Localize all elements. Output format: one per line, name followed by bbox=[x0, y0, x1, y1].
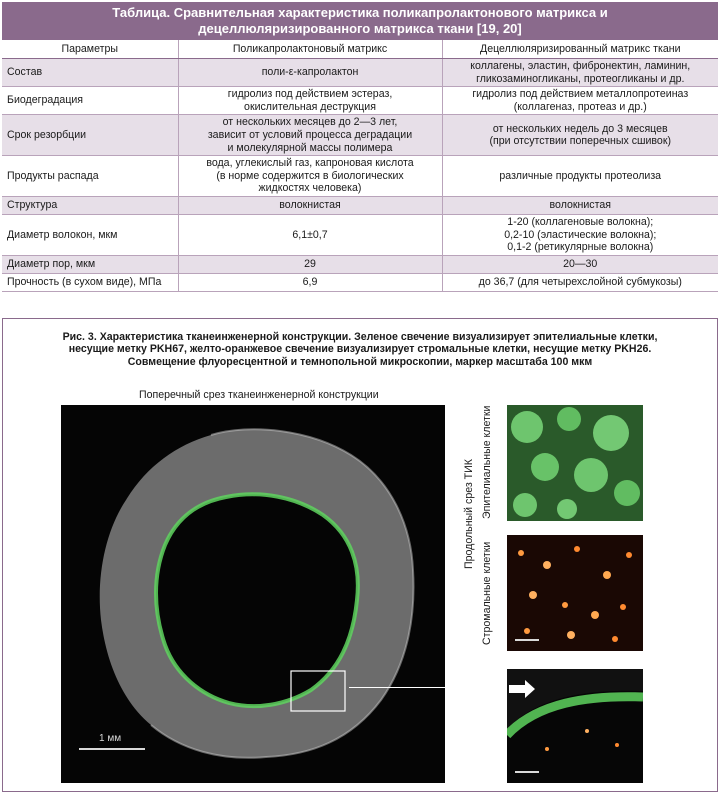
cell-text-line: от нескольких недель до 3 месяцев bbox=[492, 122, 668, 135]
scale-bar bbox=[79, 748, 145, 750]
comparison-table-block bbox=[2, 2, 718, 308]
cell-text-line: вода, углекислый газ, капроновая кислота bbox=[206, 157, 414, 170]
table-row bbox=[2, 87, 718, 115]
cell-decell-matrix bbox=[442, 196, 718, 214]
table-title bbox=[2, 2, 718, 40]
cell-text-line: (при отсутствии поперечных сшивок) bbox=[489, 135, 671, 148]
cell-parameter: Биодеградация bbox=[2, 87, 178, 115]
ring-tissue bbox=[100, 429, 414, 758]
cross-section-label: Поперечный срез тканеинженерной конструкции bbox=[139, 389, 379, 401]
cross-section-micrograph bbox=[61, 405, 445, 783]
cell-parameter: Структура bbox=[2, 196, 178, 214]
cell-pcl-matrix bbox=[178, 156, 442, 197]
table-title-line2: децеллюляризированного матрикса ткани [19, 20] bbox=[198, 21, 522, 36]
table-row bbox=[2, 255, 718, 273]
cell-text-line: 29 bbox=[304, 257, 316, 270]
stromal-cells-label: Стромальные клетки bbox=[481, 541, 493, 645]
cell-parameter: Срок резорбции bbox=[2, 115, 178, 156]
cell-decell-matrix bbox=[442, 115, 718, 156]
cell-decell-matrix bbox=[442, 87, 718, 115]
zoomed-region-micrograph bbox=[507, 669, 643, 783]
cell-text-line: 6,9 bbox=[302, 275, 318, 288]
header-decell-matrix: Децеллюляризированный матрикс ткани bbox=[442, 40, 718, 59]
cell-decell-matrix bbox=[442, 59, 718, 87]
cell-text-line: 6,1±0,7 bbox=[292, 228, 328, 241]
epithelial-cells-label: Эпителиальные клетки bbox=[481, 405, 493, 519]
caption-line2: несущие метку PKH67, желто-оранжевое свечение визуализирует стромальные клетки, несущие метку PKH26. bbox=[68, 343, 652, 356]
caption-line3: Совмещение флуоресцентной и темнопольной микроскопии, маркер масштаба 100 мкм bbox=[127, 355, 593, 368]
figure-panel bbox=[2, 318, 718, 792]
cell-decell-matrix bbox=[442, 255, 718, 273]
cell-text-line: гидролиз под действием эстераз, bbox=[227, 88, 393, 101]
figure-caption bbox=[23, 331, 697, 368]
cell-text-line: зависит от условий процесса деградации bbox=[207, 128, 413, 141]
cell-pcl-matrix bbox=[178, 196, 442, 214]
table-row bbox=[2, 196, 718, 214]
ring-image bbox=[61, 405, 445, 783]
scale-bar-label: 1 мм bbox=[99, 733, 122, 744]
cell-pcl-matrix bbox=[178, 59, 442, 87]
cell-text-line: (в норме содержится в биологических bbox=[216, 169, 404, 182]
table-header-row bbox=[2, 40, 718, 59]
longitudinal-section-label: Продольный срез ТИК bbox=[463, 459, 475, 569]
cell-pcl-matrix bbox=[178, 273, 442, 291]
cell-parameter: Продукты распада bbox=[2, 156, 178, 197]
cell-text-line: окислительная деструкция bbox=[244, 100, 376, 113]
table-row bbox=[2, 115, 718, 156]
cell-text-line: коллагены, эластин, фибронектин, ламинин, bbox=[470, 60, 691, 72]
cell-decell-matrix bbox=[442, 156, 718, 197]
cell-text-line: волокнистая bbox=[279, 199, 341, 212]
cell-text-line: жидкостях человека) bbox=[258, 182, 362, 195]
cell-text-line: (коллагеназ, протеаз и др.) bbox=[513, 100, 647, 113]
cell-text-line: от нескольких месяцев до 2—3 лет, bbox=[222, 116, 398, 129]
table-title-line1: Таблица. Сравнительная характеристика поликапролактонового матрикса и bbox=[112, 5, 608, 20]
cell-pcl-matrix bbox=[178, 87, 442, 115]
caption-line1: Рис. 3. Характеристика тканеинженерной конструкции. Зеленое свечение визуализирует эпителиальные клетки, bbox=[62, 331, 658, 343]
cell-decell-matrix bbox=[442, 273, 718, 291]
cell-text-line: поли-ε-капролактон bbox=[261, 66, 359, 79]
table-row bbox=[2, 59, 718, 87]
stromal-cells-micrograph bbox=[507, 535, 643, 651]
cell-text-line: 20—30 bbox=[563, 257, 598, 270]
comparison-table bbox=[2, 40, 718, 292]
cell-text-line: 0,2-10 (эластические волокна); bbox=[504, 228, 657, 241]
cell-text-line: 0,1-2 (ретикулярные волокна) bbox=[507, 241, 654, 254]
epithelial-cells-micrograph bbox=[507, 405, 643, 521]
epithelial-lining bbox=[156, 494, 358, 706]
zoom-pointer-line bbox=[349, 687, 455, 688]
table-row bbox=[2, 156, 718, 197]
cell-text-line: 1-20 (коллагеновые волокна); bbox=[507, 215, 654, 228]
cell-parameter: Диаметр пор, мкм bbox=[2, 255, 178, 273]
cell-text-line: гликозаминогликаны, протеогликаны и др. bbox=[476, 72, 685, 85]
cell-text-line: волокнистая bbox=[549, 199, 611, 212]
cell-decell-matrix bbox=[442, 214, 718, 255]
cell-pcl-matrix bbox=[178, 115, 442, 156]
cell-text-line: и молекулярной массы полимера bbox=[227, 141, 393, 154]
header-parameters: Параметры bbox=[2, 40, 178, 59]
cell-parameter: Диаметр волокон, мкм bbox=[2, 214, 178, 255]
cell-pcl-matrix bbox=[178, 214, 442, 255]
cell-text-line: до 36,7 (для четырехслойной субмукозы) bbox=[478, 275, 682, 288]
table-row bbox=[2, 214, 718, 255]
header-pcl-matrix: Поликапролактоновый матрикс bbox=[178, 40, 442, 59]
cell-parameter: Состав bbox=[2, 59, 178, 87]
table-body bbox=[2, 59, 718, 292]
cell-pcl-matrix bbox=[178, 255, 442, 273]
cell-parameter: Прочность (в сухом виде), МПа bbox=[2, 273, 178, 291]
table-row bbox=[2, 273, 718, 291]
cell-text-line: гидролиз под действием металлопротеиназ bbox=[472, 88, 689, 101]
cell-text-line: различные продукты протеолиза bbox=[499, 169, 662, 182]
